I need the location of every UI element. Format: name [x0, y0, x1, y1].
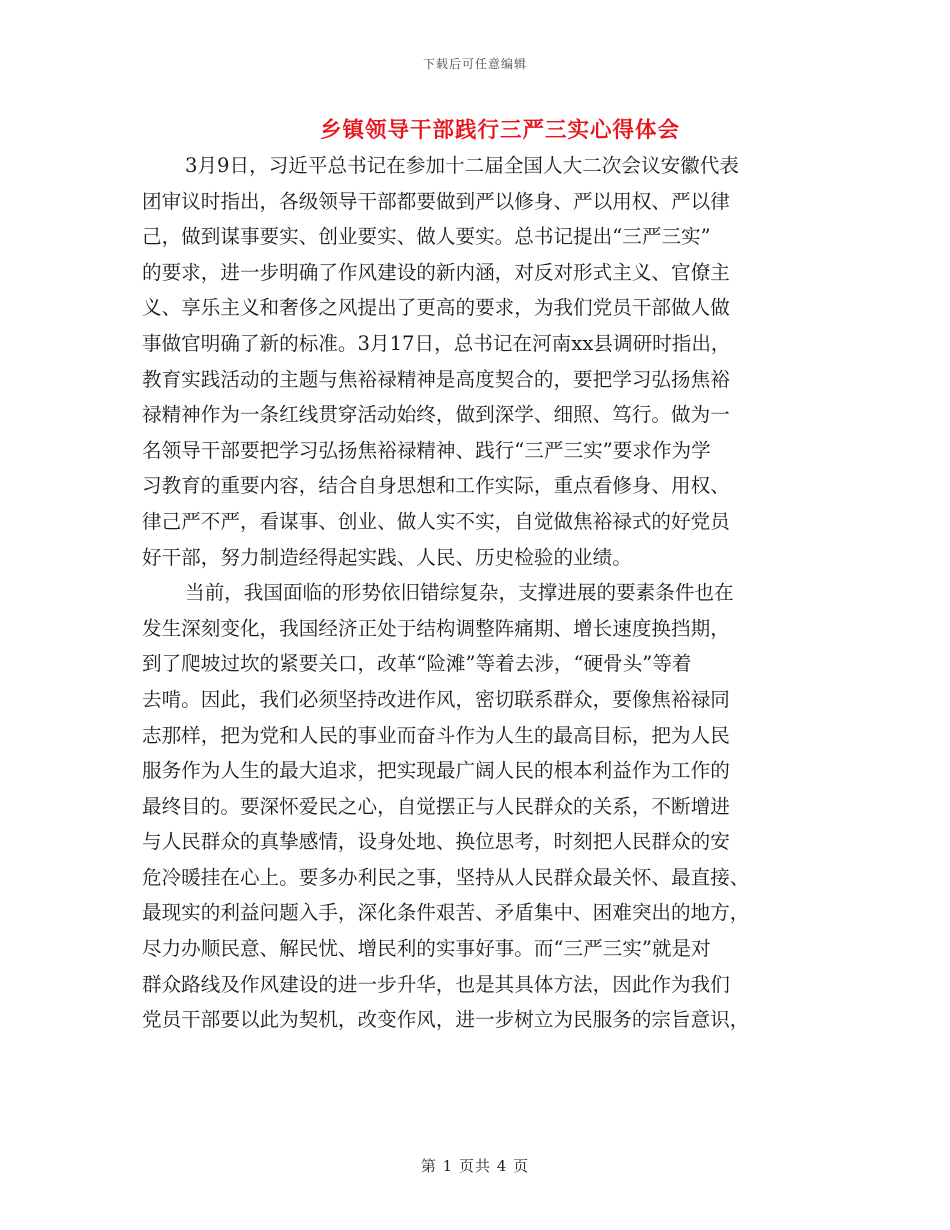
paragraph-1 — [142, 148, 813, 575]
text-line: 禄精神作为一条红线贯穿活动始终，做到深学、细照、笃行。做为一 — [142, 403, 730, 427]
text-line: 好干部，努力制造经得起实践、人民、历史检验的业绩。 — [142, 545, 632, 569]
text-line: 最现实的利益问题入手，深化条件艰苦、矛盾集中、困难突出的地方， — [142, 901, 750, 925]
text-line: 习教育的重要内容，结合自身思想和工作实际，重点看修身、用权、 — [142, 474, 730, 498]
paragraph-2 — [142, 575, 813, 1038]
text-line: 尽力办顺民意、解民忧、增民利的实事好事。而“三严三实”就是对 — [142, 937, 711, 961]
text-line: 3月9日，习近平总书记在参加十二届全国人大二次会议安徽代表 — [185, 154, 739, 177]
text-line: 发生深刻变化，我国经济正处于结构调整阵痛期、增长速度换挡期， — [142, 616, 730, 640]
text-line: 服务作为人生的最大追求，把实现最广阔人民的根本利益作为工作的 — [142, 759, 730, 783]
text-line: 己，做到谋事要实、创业要实、做人要实。总书记提出“三严三实” — [142, 225, 711, 249]
text-line: 的要求，进一步明确了作风建设的新内涵，对反对形式主义、官僚主 — [142, 260, 730, 284]
document-body — [142, 148, 813, 1038]
text-line: 党员干部要以此为契机，改变作风，进一步树立为民服务的宗旨意识， — [142, 1008, 750, 1032]
text-line: 事做官明确了新的标准。3月17日，总书记在河南xx县调研时指出， — [142, 331, 731, 355]
text-line: 名领导干部要把学习弘扬焦裕禄精神、践行“三严三实”要求作为学 — [142, 438, 711, 462]
document-title: 乡镇领导干部践行三严三实心得体会 — [319, 118, 680, 143]
text-line: 去啃。因此，我们必须坚持改进作风，密切联系群众，要像焦裕禄同 — [142, 687, 730, 711]
text-line: 义、享乐主义和奢侈之风提出了更高的要求，为我们党员干部做人做 — [142, 296, 730, 320]
page-header-note: 下载后可任意编辑 — [422, 57, 527, 71]
text-line: 群众路线及作风建设的进一步升华，也是其具体方法，因此作为我们 — [142, 972, 730, 996]
text-line: 到了爬坡过坎的紧要关口，改革“险滩”等着去涉，“硬骨头”等着 — [142, 652, 692, 676]
text-line: 团审议时指出，各级领导干部都要做到严以修身、严以用权、严以律 — [142, 189, 730, 213]
text-line: 与人民群众的真挚感情，设身处地、换位思考，时刻把人民群众的安 — [142, 830, 730, 854]
text-line: 当前，我国面临的形势依旧错综复杂，支撑进展的要素条件也在 — [185, 581, 734, 605]
text-line: 最终目的。要深怀爱民之心，自觉摆正与人民群众的关系，不断增进 — [142, 794, 730, 818]
text-line: 律己严不严，看谋事、创业、做人实不实，自觉做焦裕禄式的好党员 — [142, 509, 730, 533]
text-line: 危冷暖挂在心上。要多办利民之事，坚持从人民群众最关怀、最直接、 — [142, 865, 750, 889]
text-line: 志那样，把为党和人民的事业而奋斗作为人生的最高目标，把为人民 — [142, 723, 730, 747]
page-number-footer: 第 1 页共 4 页 — [420, 1157, 530, 1175]
text-line: 教育实践活动的主题与焦裕禄精神是高度契合的，要把学习弘扬焦裕 — [142, 367, 730, 391]
